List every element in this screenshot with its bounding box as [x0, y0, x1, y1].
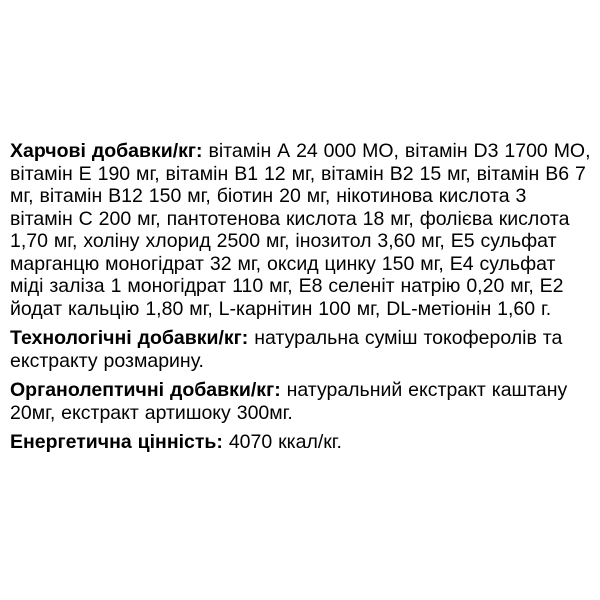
organoleptic-additives-paragraph [10, 379, 592, 424]
additives-text-block [10, 140, 592, 454]
technological-additives-text: натуральна суміш токоферолів та екстракту розмарину. [10, 327, 563, 372]
technological-additives-paragraph [10, 327, 592, 372]
food-additives-text: вітамін А 24 000 МО, вітамін D3 1700 МО, вітамін Е 190 мг, вітамін В1 12 мг, вітамін В2 15 мг, вітамін В6 7 мг, вітамін В12 150 мг, біотин 20 мг, нікотинова кислота 3 вітамін С 200 мг, пантотенова кислота 18 мг, фолієва кислота 1,70 мг, холіну хлорид 2500 мг, інозитол 3,60 мг, Е5 сульфат марганцю моногідрат 32 мг, оксид цинку 150 мг, Е4 сульфат міді заліза 1 моногідрат 110 мг, Е8 селеніт натрію 0,20 мг, Е2 йодат кальцію 1,80 мг, L-карнітин 100 мг, DL-метіонін 1,60 г. [10, 140, 591, 320]
technological-additives-label: Технологічні добавки/кг: [10, 327, 249, 349]
food-additives-paragraph [10, 140, 592, 320]
organoleptic-additives-text: натуральний екстракт каштану 20мг, екстракт артишоку 300мг. [10, 379, 568, 424]
energy-value-text: 4070 ккал/кг. [228, 431, 342, 453]
food-additives-label: Харчові добавки/кг: [10, 140, 203, 162]
organoleptic-additives-label: Органолептичні добавки/кг: [10, 379, 281, 401]
energy-value-label: Енергетична цінність: [10, 431, 223, 453]
energy-value-paragraph [10, 431, 592, 454]
